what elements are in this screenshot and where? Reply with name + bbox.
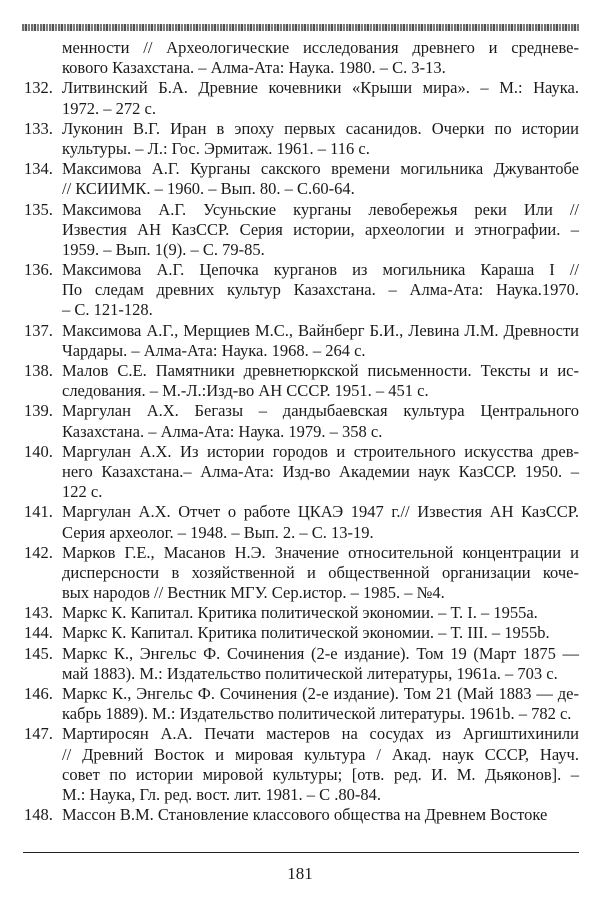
reference-number: 133. bbox=[24, 118, 53, 138]
reference-number: 147. bbox=[24, 724, 53, 744]
reference-entry bbox=[24, 442, 579, 503]
reference-text-line: культуры. – Л.: Гос. Эрмитаж. 1961. – 116 с. bbox=[62, 138, 370, 158]
reference-text-line: Максимова А.Г., Мерщиев М.С., Вайнберг Б.И., Левина Л.М. Древности bbox=[62, 320, 579, 340]
reference-number: 145. bbox=[24, 643, 53, 663]
reference-entry bbox=[24, 644, 579, 684]
reference-text-line: кабрь 1889). М.: Издательство политической литературы. 1961b. – 782 с. bbox=[62, 704, 572, 724]
reference-number: 139. bbox=[24, 401, 53, 421]
reference-text-line: кового Казахстана. – Алма-Ата: Наука. 1980. – С. 3-13. bbox=[62, 58, 446, 78]
reference-text-line: следования. – М.-Л.:Изд-во АН СССР. 1951. – 451 с. bbox=[62, 381, 429, 401]
reference-text-line: Малов С.Е. Памятники древнетюркской письменности. Тексты и ис- bbox=[62, 361, 579, 380]
reference-text-line: Максимова А.Г. Усуньские курганы левобережья реки Или // bbox=[62, 199, 579, 219]
reference-text-line: дисперсности в хозяйственной и общественной организации коче- bbox=[62, 562, 579, 582]
reference-entry bbox=[24, 805, 579, 825]
reference-number: 132. bbox=[24, 78, 53, 98]
reference-text-line: 1972. – 272 с. bbox=[62, 98, 156, 118]
footer-rule bbox=[23, 852, 579, 853]
reference-text-line: Массон В.М. Становление классового общества на Древнем Востоке bbox=[62, 805, 548, 825]
reference-text-line: 1959. – Вып. 1(9). – С. 79-85. bbox=[62, 239, 265, 259]
reference-text-line: Чардары. – Алма-Ата: Наука. 1968. – 264 с. bbox=[62, 340, 366, 360]
reference-text-line: Литвинский Б.А. Древние кочевники «Крыши мира». – М.: Наука. bbox=[62, 78, 579, 98]
reference-text-line: 122 с. bbox=[62, 482, 103, 502]
reference-text-line: Максимова А.Г. Цепочка курганов из могильника Караша I // bbox=[62, 260, 579, 280]
reference-number: 136. bbox=[24, 260, 53, 280]
reference-text-line: Маргулан А.Х. Из истории городов и строительного искусства древ- bbox=[62, 441, 579, 461]
reference-text-line: Маркс К., Энгельс Ф. Сочинения (2-е издание). Том 21 (Май 1883 — де- bbox=[62, 684, 579, 703]
reference-text-line: Казахстана. – Алма-Ата: Наука. 1979. – 358 с. bbox=[62, 421, 383, 441]
reference-text-line: Мартиросян А.А. Печати мастеров на сосудах из Аргиштихинили bbox=[62, 724, 579, 744]
reference-entry bbox=[24, 78, 579, 118]
reference-entry bbox=[24, 361, 579, 401]
reference-entry bbox=[24, 119, 579, 159]
reference-number: 143. bbox=[24, 603, 53, 623]
reference-text-line: // КСИИМК. – 1960. – Вып. 80. – С.60-64. bbox=[62, 179, 355, 199]
reference-text-line: // Древний Восток и мировая культура / Акад. наук СССР, Науч. bbox=[62, 744, 579, 764]
reference-text-line: – С. 121-128. bbox=[62, 300, 153, 320]
reference-entry bbox=[24, 321, 579, 361]
header-ornament bbox=[22, 24, 580, 31]
page-number: 181 bbox=[287, 864, 313, 883]
reference-entry bbox=[24, 724, 579, 805]
reference-text-line: Известия АН КазССР. Серия истории, археологии и этнографии. – bbox=[62, 219, 579, 239]
reference-entry bbox=[24, 543, 579, 604]
reference-number: 138. bbox=[24, 361, 53, 380]
reference-list bbox=[24, 38, 579, 825]
reference-text-line: совет по истории мировой культуры; [отв. ред. И. М. Дьяконов]. – bbox=[62, 764, 579, 784]
reference-text-line: менности // Археологические исследования древнего и средневе- bbox=[62, 38, 579, 57]
reference-text-line: Марков Г.Е., Масанов Н.Э. Значение относительной концентрации и bbox=[62, 542, 579, 562]
reference-entry bbox=[24, 159, 579, 199]
reference-text-line: май 1883). М.: Издательство политической литературы, 1961a. – 703 с. bbox=[62, 663, 558, 683]
reference-number: 140. bbox=[24, 441, 53, 461]
reference-number: 134. bbox=[24, 159, 53, 179]
reference-text-line: вых народов // Вестник МГУ. Сер.истор. – 1985. – №4. bbox=[62, 583, 445, 603]
reference-text-line: Максимова А.Г. Курганы сакского времени могильника Джувантобе bbox=[62, 159, 579, 179]
reference-number: 148. bbox=[24, 805, 53, 825]
reference-entry bbox=[24, 502, 579, 542]
reference-text-line: Маркс К. Капитал. Критика политической экономии. – Т. I. – 1955a. bbox=[62, 603, 538, 623]
reference-text-line: Маргулан А.Х. Отчет о работе ЦКАЭ 1947 г.// Известия АН КазССР. bbox=[62, 502, 579, 522]
reference-number: 142. bbox=[24, 542, 53, 562]
reference-text-line: Маргулан А.Х. Бегазы – дандыбаевская культура Центрального bbox=[62, 401, 579, 421]
reference-number: 141. bbox=[24, 502, 53, 522]
reference-text-line: Маркс К., Энгельс Ф. Сочинения (2-е издание). Том 19 (Март 1875 — bbox=[62, 643, 579, 663]
reference-text-line: Серия археолог. – 1948. – Вып. 2. – С. 13-19. bbox=[62, 522, 374, 542]
reference-text-line: М.: Наука, Гл. ред. вост. лит. 1981. – С .80-84. bbox=[62, 784, 381, 804]
reference-text-line: Маркс К. Капитал. Критика политической экономии. – Т. III. – 1955b. bbox=[62, 623, 550, 643]
reference-text-line: По следам древних культур Казахстана. – Алма-Ата: Наука.1970. bbox=[62, 280, 579, 300]
reference-number: 146. bbox=[24, 684, 53, 703]
reference-text-line: него Казахстана.– Алма-Ата: Изд-во Академии наук КазССР. 1950. – bbox=[62, 461, 579, 481]
reference-text-line: Луконин В.Г. Иран в эпоху первых сасанидов. Очерки по истории bbox=[62, 118, 579, 138]
reference-entry bbox=[24, 200, 579, 261]
reference-entry bbox=[24, 603, 579, 623]
reference-entry bbox=[24, 623, 579, 643]
reference-entry bbox=[24, 684, 579, 724]
reference-number: 137. bbox=[24, 320, 53, 340]
reference-entry bbox=[24, 38, 579, 78]
reference-entry bbox=[24, 260, 579, 321]
reference-entry bbox=[24, 401, 579, 441]
reference-number: 135. bbox=[24, 199, 53, 219]
reference-number: 144. bbox=[24, 623, 53, 643]
